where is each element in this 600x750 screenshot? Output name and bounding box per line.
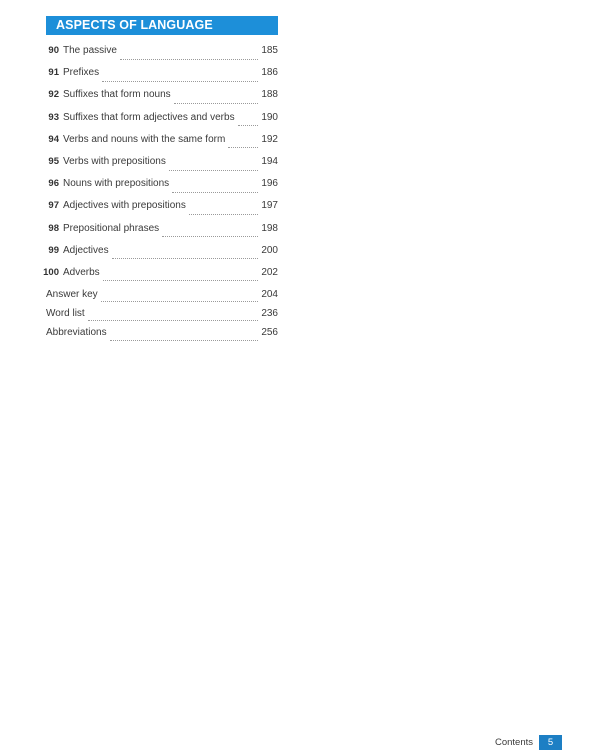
toc-entry[interactable]: [40, 112, 278, 134]
toc-entry-page: 185: [261, 45, 278, 56]
toc-entry-page: 186: [261, 67, 278, 79]
toc-entry-page: 194: [261, 155, 278, 167]
toc-dot-leader: [88, 320, 259, 321]
toc-entry[interactable]: [40, 267, 278, 289]
toc-entry-number: 97: [48, 200, 59, 212]
toc-dot-leader: [162, 236, 258, 237]
toc-entry-page: 198: [261, 222, 278, 234]
toc-entry[interactable]: [40, 178, 278, 200]
toc-entry-number: 98: [48, 222, 59, 234]
toc-entry-number: 99: [48, 244, 59, 256]
toc-entry-number: 95: [48, 155, 59, 167]
toc-entry-title: The passive: [63, 45, 117, 56]
toc-dot-leader: [120, 59, 258, 60]
toc-dot-leader: [112, 258, 259, 259]
toc-entry-page: 197: [261, 200, 278, 212]
toc-extra-entry[interactable]: [40, 289, 278, 308]
toc-entry-title: Nouns with prepositions: [63, 178, 170, 190]
toc-entry[interactable]: [40, 156, 278, 178]
toc-entry-page: 200: [261, 244, 278, 256]
section-header: [46, 16, 278, 35]
toc-dot-leader: [103, 280, 259, 281]
toc-entry-page: 192: [261, 133, 278, 145]
toc-dot-leader: [169, 170, 258, 171]
toc-entry-number: 100: [43, 266, 59, 278]
toc-extra-title: Word list: [46, 308, 85, 320]
page-footer: [495, 735, 562, 750]
toc-dot-leader: [172, 192, 258, 193]
toc-extra-title: Abbreviations: [46, 327, 107, 339]
toc-extra-title: Answer key: [46, 289, 98, 301]
toc-entry[interactable]: [40, 200, 278, 222]
toc-dot-leader: [228, 147, 258, 148]
toc-entry-number: 92: [48, 89, 59, 101]
toc-entry-title: Suffixes that form nouns: [63, 89, 171, 101]
toc-entry-title: Suffixes that form adjectives and verbs: [63, 111, 235, 123]
toc-entry-page: 202: [261, 266, 278, 278]
toc-entry-number: 96: [48, 178, 59, 190]
toc-extra-page: 236: [261, 308, 278, 320]
toc-extra-entry[interactable]: [40, 308, 278, 327]
footer-label: Contents: [494, 737, 533, 748]
toc-entry-page: 196: [261, 178, 278, 190]
toc-entry[interactable]: [40, 245, 278, 267]
toc-entry[interactable]: [40, 134, 278, 156]
toc-entry-number: 91: [48, 67, 59, 79]
page-number-badge: 5: [539, 735, 562, 750]
toc-extra-page: 204: [261, 289, 278, 301]
toc-entry[interactable]: [40, 89, 278, 111]
toc-entry[interactable]: [40, 67, 278, 89]
toc-dot-leader: [110, 340, 259, 341]
toc-extra-page: 256: [261, 327, 278, 339]
toc-dot-leader: [174, 103, 259, 104]
toc-entry-title: Adverbs: [63, 266, 100, 278]
toc-dot-leader: [189, 214, 258, 215]
toc-extra-entry[interactable]: [40, 327, 278, 346]
toc-entry-title: Adjectives with prepositions: [63, 200, 186, 212]
toc-entry-title: Verbs and nouns with the same form: [63, 133, 226, 145]
toc-dot-leader: [101, 301, 259, 302]
toc-entry-title: Verbs with prepositions: [63, 155, 166, 167]
toc-dot-leader: [102, 81, 258, 82]
toc-entry-page: 188: [261, 89, 278, 101]
toc-entry[interactable]: [40, 223, 278, 245]
toc-entry-number: 90: [48, 45, 59, 56]
toc-entry-title: Prepositional phrases: [63, 222, 160, 234]
section-title: ASPECTS OF LANGUAGE: [56, 18, 213, 32]
toc-entry-number: 94: [48, 133, 59, 145]
toc-entry-title: Adjectives: [63, 244, 109, 256]
toc-dot-leader: [238, 125, 259, 126]
toc-entry-page: 190: [261, 111, 278, 123]
toc-entry-number: 93: [48, 111, 59, 123]
toc-entry-title: Prefixes: [63, 67, 100, 79]
table-of-contents: [40, 45, 278, 347]
toc-entry[interactable]: [40, 45, 278, 67]
